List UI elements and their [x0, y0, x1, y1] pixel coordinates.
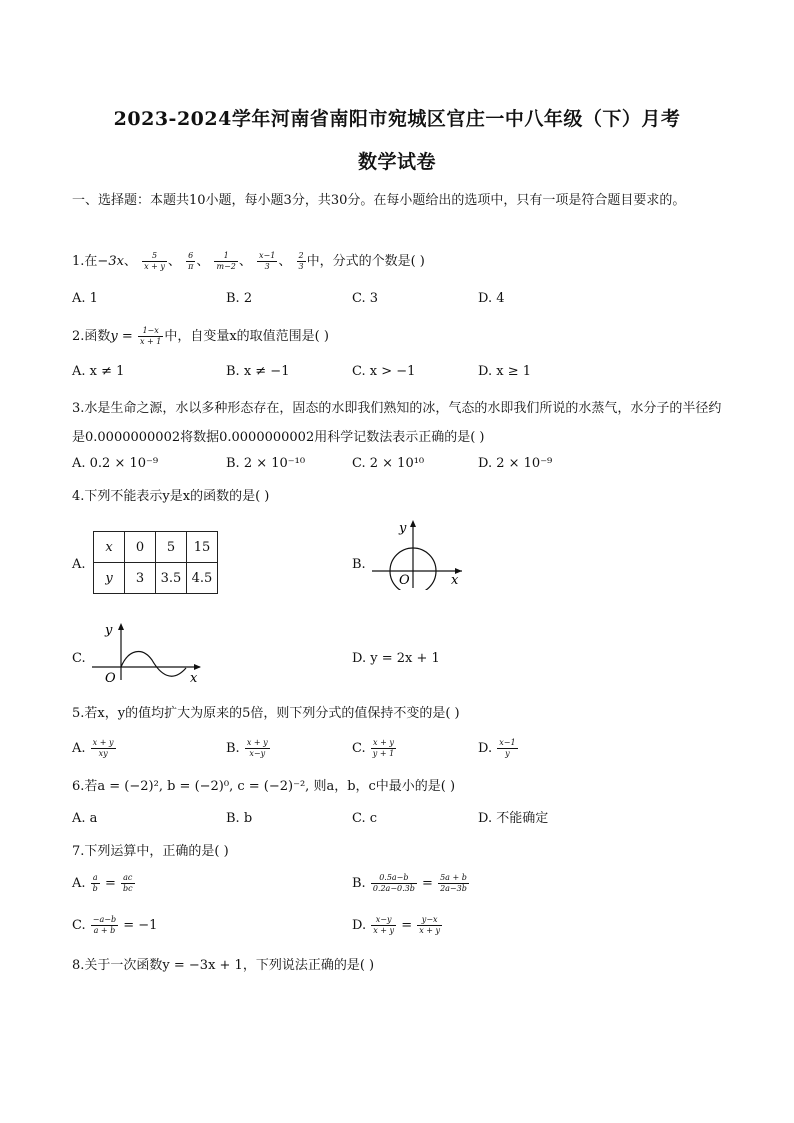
table-cell: 5	[156, 532, 187, 563]
question-6: 6.若a = (−2)², b = (−2)⁰, c = (−2)⁻², 则a，b，c中最小的是( )	[72, 779, 456, 794]
option-c[interactable]: C. 2 × 10¹⁰	[352, 456, 425, 471]
fraction-1: $\frac{5}{x + y}$	[144, 251, 165, 271]
question-7: 7.下列运算中，正确的是( )	[72, 844, 229, 859]
option-a-label[interactable]: A.	[72, 557, 86, 572]
page-title-line2: 数学试卷	[357, 151, 436, 173]
function-table	[93, 531, 218, 594]
circle-graph	[368, 518, 468, 590]
option-b[interactable]: B. b	[226, 811, 253, 826]
sine-graph	[90, 620, 205, 688]
question-1	[72, 250, 724, 274]
question-text: 在	[84, 254, 98, 269]
separator: 、	[123, 254, 137, 269]
option-c-label[interactable]: C.	[72, 651, 86, 666]
origin-label: O	[399, 573, 410, 588]
option-a[interactable]: A. 1	[72, 291, 98, 306]
section-intro: 一、选择题：本题共10小题，每小题3分，共30分。在每小题给出的选项中，只有一项是符合题目要求的。	[72, 193, 686, 208]
page-title-line1: 2023-2024学年河南省南阳市宛城区官庄一中八年级（下）月考	[113, 108, 681, 130]
table-cell: 3.5	[156, 563, 187, 594]
fraction: $\frac{1-x}{x + 1}$	[139, 326, 162, 346]
option-b[interactable]: B. $\frac{0.5a-b}{0.2a-0.3b}$ = $\frac{5a + b}{2a-3b}$	[352, 873, 467, 893]
option-d[interactable]: D. 4	[478, 291, 505, 306]
fraction-2: $\frac{6}{\pi}$	[188, 251, 194, 271]
option-b[interactable]: B. $\frac{x + y}{x-y}$	[226, 738, 268, 758]
option-c[interactable]: C. x > −1	[352, 364, 416, 379]
question-text: 中，自变量x的取值范围是( )	[164, 329, 329, 344]
option-c[interactable]: C. $\frac{-a-b}{a + b}$ = −1	[72, 915, 158, 935]
separator: 、	[167, 254, 181, 269]
expr: y =	[110, 329, 133, 344]
fraction-4: $\frac{x-1}{3}$	[259, 251, 276, 271]
q7-options-cd	[72, 915, 732, 943]
expr-1: −3x	[97, 254, 124, 269]
question-3: 3.水是生命之源，水以多种形态存在，固态的水即我们熟知的冰，气态的水即我们所说的水蒸气，水分子的半径约是0.0000000002将数据0.0000000002用科学记数法表示正确的是( )	[72, 401, 722, 445]
table-cell: 0	[125, 532, 156, 563]
table-cell: 4.5	[187, 563, 218, 594]
table-cell: 3	[125, 563, 156, 594]
table-cell: y	[94, 563, 125, 594]
question-number: 2.	[72, 329, 85, 344]
option-b[interactable]: B. x ≠ −1	[226, 364, 290, 379]
option-a[interactable]: A. 0.2 × 10⁻⁹	[72, 456, 159, 471]
option-a[interactable]: A. a	[72, 811, 98, 826]
question-4: 4.下列不能表示y是x的函数的是( )	[72, 489, 270, 504]
table-cell: x	[94, 532, 125, 563]
axis-y-label: y	[399, 521, 407, 536]
question-8: 8.关于一次函数y = −3x + 1，下列说法正确的是( )	[72, 958, 375, 973]
separator: 、	[238, 254, 252, 269]
option-b[interactable]: B. 2 × 10⁻¹⁰	[226, 456, 306, 471]
option-b[interactable]: B. 2	[226, 291, 253, 306]
origin-label: O	[105, 671, 116, 686]
option-d[interactable]: D. x ≥ 1	[478, 364, 531, 379]
separator: 、	[278, 254, 292, 269]
fraction-5: $\frac{2}{3}$	[298, 251, 304, 271]
question-5: 5.若x，y的值均扩大为原来的5倍，则下列分式的值保持不变的是( )	[72, 706, 460, 721]
option-a[interactable]: A. $\frac{x + y}{xy}$	[72, 738, 114, 758]
question-text: 中，分式的个数是( )	[306, 254, 425, 269]
q5-options	[72, 738, 732, 766]
fraction-3: $\frac{1}{m-2}$	[216, 251, 236, 271]
q6-options	[72, 808, 732, 830]
option-c[interactable]: C. 3	[352, 291, 379, 306]
option-d[interactable]: D. y = 2x + 1	[352, 651, 440, 666]
question-number: 1.	[72, 254, 85, 269]
axis-x-label: x	[190, 671, 198, 686]
q1-options	[72, 288, 732, 310]
axis-x-label: x	[451, 573, 459, 588]
option-d[interactable]: D. $\frac{x-y}{x + y}$ = $\frac{y-x}{x + y}$	[352, 915, 441, 935]
option-d[interactable]: D. 2 × 10⁻⁹	[478, 456, 553, 471]
option-a[interactable]: A. x ≠ 1	[72, 364, 125, 379]
separator: 、	[196, 254, 210, 269]
option-d[interactable]: D. 不能确定	[478, 811, 549, 826]
option-c[interactable]: C. $\frac{x + y}{y + 1}$	[352, 738, 395, 758]
q7-options-ab	[72, 873, 732, 901]
question-2	[72, 325, 724, 349]
axis-y-label: y	[105, 623, 113, 638]
table-cell: 15	[187, 532, 218, 563]
option-c[interactable]: C. c	[352, 811, 378, 826]
option-a[interactable]: A. $\frac{a}{b}$ = $\frac{ac}{bc}$	[72, 873, 133, 893]
question-text: 函数	[84, 329, 111, 344]
option-b-label[interactable]: B.	[352, 557, 366, 572]
q3-options	[72, 453, 732, 475]
q2-options	[72, 361, 732, 383]
option-d[interactable]: D. $\frac{x-1}{y}$	[478, 738, 516, 758]
